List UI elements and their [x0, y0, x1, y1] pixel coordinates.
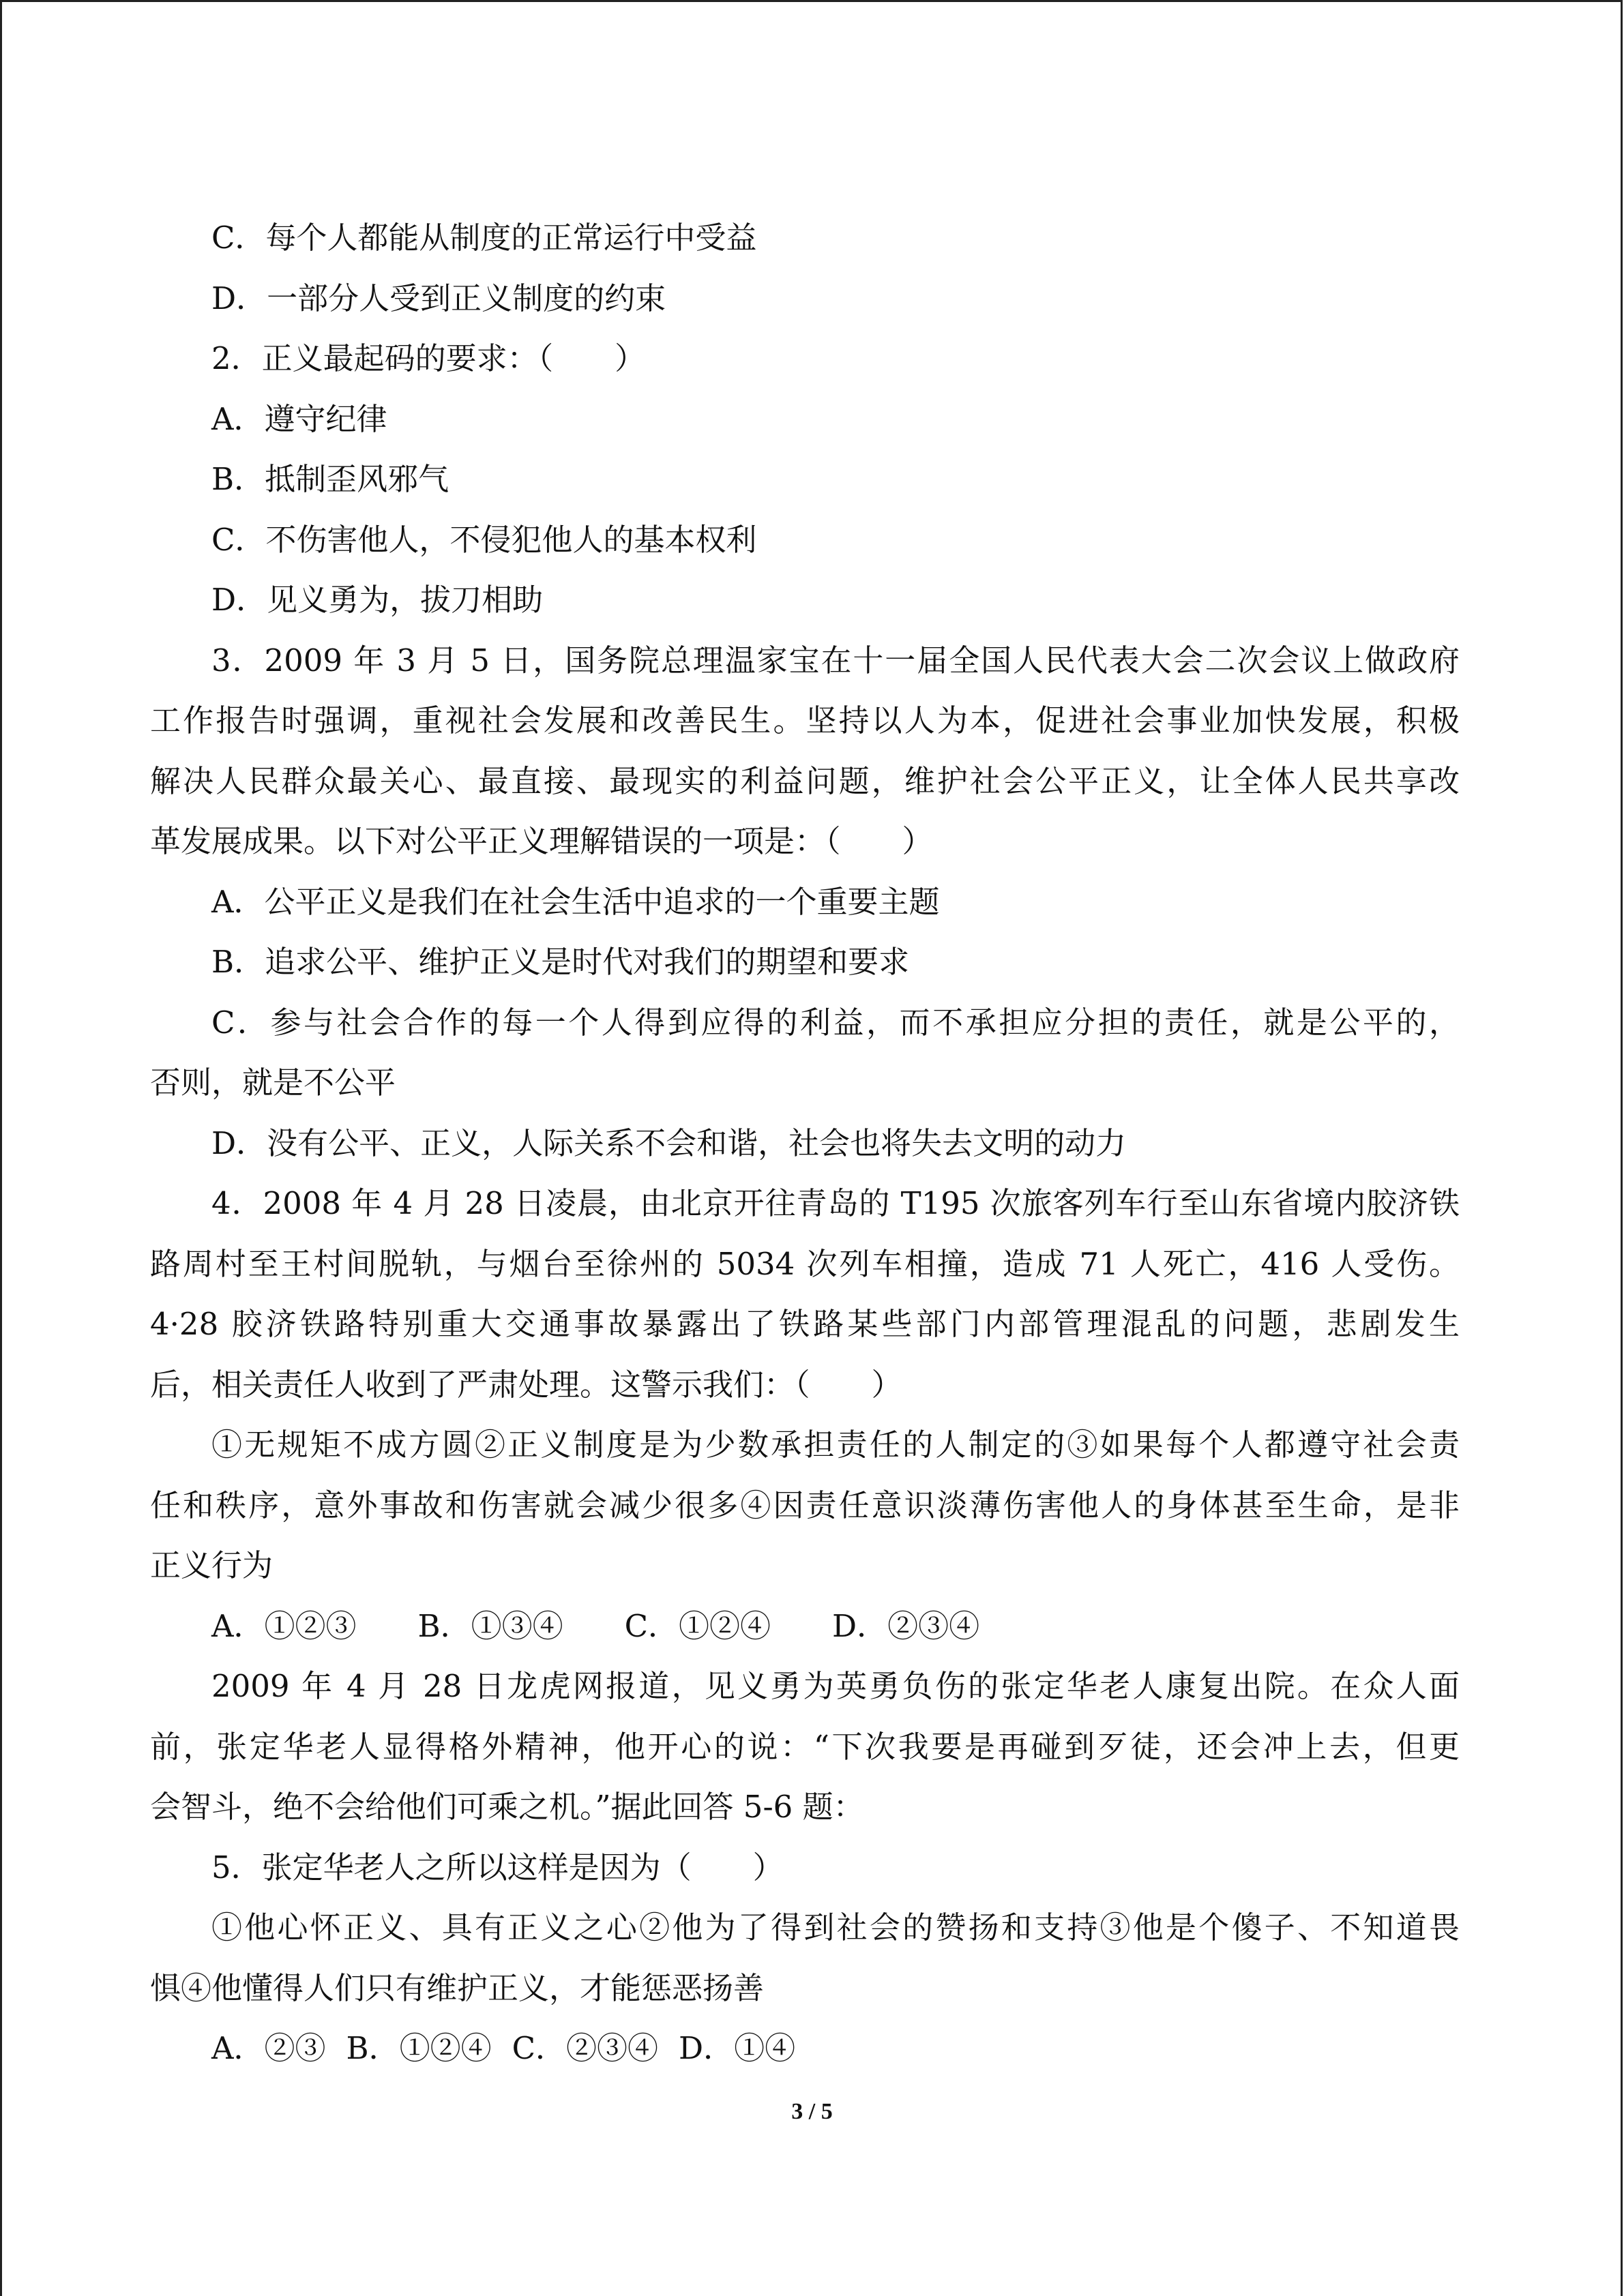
q5-option-a: A．②③	[211, 2030, 326, 2066]
q3-option-c-line-1: C．参与社会合作的每一个人得到应得的利益，而不承担应分担的责任，就是公平的，	[211, 1004, 1460, 1041]
q3-option-b: B．追求公平、维护正义是时代对我们的期望和要求	[211, 944, 910, 980]
q4-options	[150, 1596, 1460, 1657]
q3-option-a: A．公平正义是我们在社会生活中追求的一个重要主题	[211, 883, 940, 920]
q4-option-c: C．①②④	[624, 1607, 771, 1644]
q5-statements-line-2: 惧④他懂得人们只有维护正义，才能惩恶扬善	[150, 1969, 765, 2006]
q4-option-d: D．②③④	[832, 1607, 980, 1644]
q5-stem: 5．张定华老人之所以这样是因为（ ）	[211, 1849, 784, 1885]
q2-option-c: C．不伤害他人，不侵犯他人的基本权利	[211, 521, 757, 558]
q3-stem-line-3: 解决人民群众最关心、最直接、最现实的利益问题，维护社会公平正义，让全体人民共享改	[150, 762, 1460, 799]
q4-stem-line-1: 4．2008 年 4 月 28 日凌晨，由北京开往青岛的 T195 次旅客列车行至山东省境内胶济铁	[211, 1185, 1460, 1221]
q4-stem-line-4: 后，相关责任人收到了严肃处理。这警示我们：（ ）	[150, 1366, 902, 1403]
q2-option-a: A．遵守纪律	[211, 400, 387, 437]
q3-stem-line-2: 工作报告时强调，重视社会发展和改善民生。坚持以人为本，促进社会事业加快发展，积极	[150, 702, 1460, 739]
q3-stem-line-1: 3．2009 年 3 月 5 日，国务院总理温家宝在十一届全国人民代表大会二次会议上做政府	[211, 642, 1460, 679]
q3-stem-line-4: 革发展成果。以下对公平正义理解错误的一项是：（ ）	[150, 823, 933, 859]
q2-option-d: D．见义勇为，拔刀相助	[211, 582, 544, 618]
material-line-1: 2009 年 4 月 28 日龙虎网报道，见义勇为英勇负伤的张定华老人康复出院。在众人面	[211, 1668, 1460, 1704]
left-border	[0, 0, 2, 2296]
page-number: 3 / 5	[791, 2099, 833, 2124]
q4-stem-line-3: 4·28 胶济铁路特别重大交通事故暴露出了铁路某些部门内部管理混乱的问题，悲剧发生	[150, 1306, 1460, 1342]
q5-option-b: B．①②④	[346, 2030, 492, 2066]
q4-statements-line-1: ①无规矩不成方圆②正义制度是为少数承担责任的人制定的③如果每个人都遵守社会责	[211, 1427, 1460, 1463]
material-line-2: 前，张定华老人显得格外精神，他开心的说：“下次我要是再碰到歹徒，还会冲上去，但更	[150, 1728, 1460, 1765]
right-border	[1621, 0, 1623, 2296]
page-content	[150, 208, 1460, 2079]
q5-statements-line-1: ①他心怀正义、具有正义之心②他为了得到社会的赞扬和支持③他是个傻子、不知道畏	[211, 1909, 1460, 1945]
q4-statements-line-3: 正义行为	[150, 1547, 274, 1583]
q2-option-b: B．抵制歪风邪气	[211, 461, 449, 497]
q1-option-d: D．一部分人受到正义制度的约束	[211, 280, 666, 316]
top-border	[0, 0, 1622, 2]
q4-statements-line-2: 任和秩序，意外事故和伤害就会减少很多④因责任意识淡薄伤害他人的身体甚至生命，是非	[150, 1487, 1460, 1523]
material-line-3: 会智斗，绝不会给他们可乘之机。”据此回答 5-6 题：	[150, 1789, 864, 1825]
q3-option-d: D．没有公平、正义，人际关系不会和谐，社会也将失去文明的动力	[211, 1124, 1127, 1161]
q4-option-b: B．①③④	[417, 1607, 563, 1644]
q5-options	[150, 2018, 1460, 2079]
q4-option-a: A．①②③	[211, 1607, 357, 1644]
q5-option-c: C．②③④	[512, 2030, 659, 2066]
q1-option-c: C．每个人都能从制度的正常运行中受益	[211, 220, 757, 256]
q2-stem: 2．正义最起码的要求：（ ）	[211, 340, 646, 376]
q5-option-d: D．①④	[679, 2030, 796, 2066]
q3-option-c-line-2: 否则，就是不公平	[150, 1064, 396, 1101]
q4-stem-line-2: 路周村至王村间脱轨，与烟台至徐州的 5034 次列车相撞，造成 71 人死亡，416 人受伤。	[150, 1245, 1460, 1282]
